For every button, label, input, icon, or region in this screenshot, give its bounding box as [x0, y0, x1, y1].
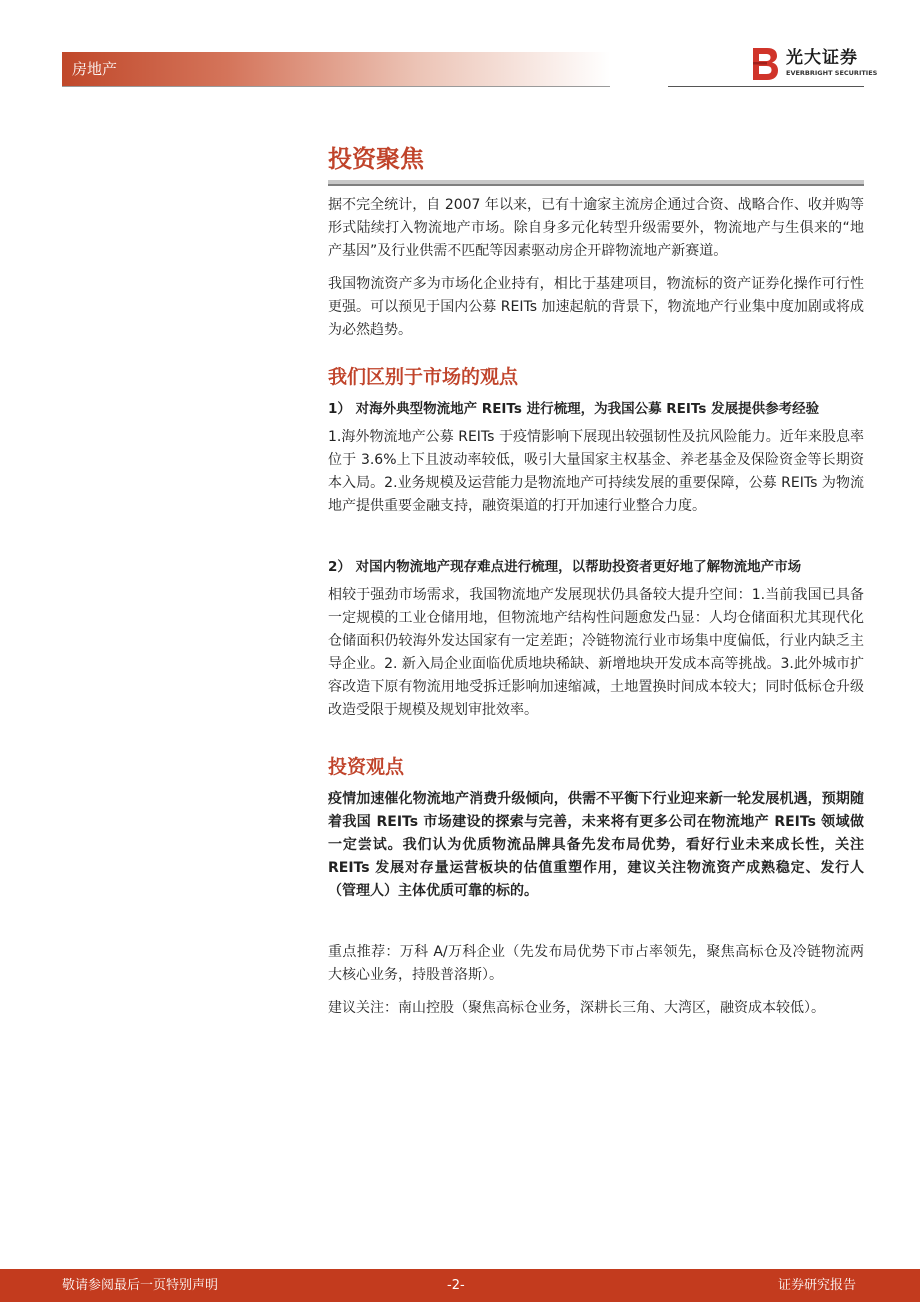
point1-body: 1.海外物流地产公募 REITs 于疫情影响下展现出较强韧性及抗风险能力。近年来股息率位于 3.6%上下且波动率较低，吸引大量国家主权基金、养老基金及保险资金等长期资本入局。2.业务规模及运营能力是物流地产可持续发展的重要保障，公募 REITs 为物流地产提供重要金融支持，融资渠道的打开加速行业整合力度。 [328, 429, 864, 514]
everbright-logo-icon [750, 46, 780, 82]
section-label: 房地产 [72, 60, 118, 78]
page-title: 投资聚焦 [328, 145, 424, 173]
point2-body: 相较于强劲市场需求，我国物流地产发展现状仍具备较大提升空间：1.当前我国已具备一定规模的工业仓储用地，但物流地产结构性问题愈发凸显：人均仓储面积尤其现代化仓储面积仍较海外发达国家有一定差距；冷链物流行业市场集中度偏低，行业内缺乏主导企业。2. 新入局企业面临优质地块稀缺、新增地块开发成本高等挑战。3.此外城市扩容改造下原有物流用地受拆迁影响加速缩减，土地置换时间成本较大；同时低标仓升级改造受限于规模及规划审批效率。 [328, 587, 864, 718]
section-heading-opinion: 投资观点 [328, 756, 405, 778]
intro-paragraph-1: 据不完全统计，自 2007 年以来，已有十逾家主流房企通过合资、战略合作、收并购等形式陆续打入物流地产市场。除自身多元化转型升级需要外，物流地产与生俱来的“地产基因”及行业供需不匹配等因素驱动房企开辟物流地产新赛道。 [328, 197, 864, 259]
title-divider [328, 180, 864, 186]
point1-heading: 1） 对海外典型物流地产 REITs 进行梳理，为我国公募 REITs 发展提供参考经验 [328, 401, 820, 417]
header-rule [62, 86, 610, 87]
intro-paragraph-2: 我国物流资产多为市场化企业持有，相比于基建项目，物流标的资产证券化操作可行性更强。可以预见于国内公募 REITs 加速起航的背景下，物流地产行业集中度加剧或将成为必然趋势。 [328, 276, 864, 338]
point2-heading: 2） 对国内物流地产现存难点进行梳理，以帮助投资者更好地了解物流地产市场 [328, 559, 802, 575]
header-rule-right [668, 86, 864, 87]
logo-text-en: EVERBRIGHT SECURITIES [786, 69, 878, 77]
opinion-body: 疫情加速催化物流地产消费升级倾向，供需不平衡下行业迎来新一轮发展机遇，预期随着我国 REITs 市场建设的探索与完善，未来将有更多公司在物流地产 REITs 领域做一定尝试。我们认为优质物流品牌具备先发布局优势，看好行业未来成长性，关注 REITs 发展对存量运营板块的估值重塑作用，建议关注物流资产成熟稳定、发行人（管理人）主体优质可靠的标的。 [328, 791, 864, 899]
logo-text-cn: 光大证券 [786, 48, 858, 68]
footer-report-type: 证券研究报告 [777, 1278, 856, 1293]
everbright-logo [750, 46, 878, 82]
footer-bar [0, 1269, 920, 1302]
recommend-paragraph: 重点推荐：万科 A/万科企业（先发布局优势下市占率领先，聚焦高标仓及冷链物流两大核心业务，持股普洛斯）。 [328, 944, 864, 983]
section-heading-views: 我们区别于市场的观点 [328, 366, 519, 388]
footer-disclaimer: 敬请参阅最后一页特别声明 [62, 1278, 219, 1293]
suggest-paragraph: 建议关注：南山控股（聚焦高标仓业务，深耕长三角、大湾区，融资成本较低）。 [328, 1000, 825, 1016]
header-band [62, 52, 610, 86]
page-number: -2- [447, 1278, 465, 1293]
main-content [328, 140, 864, 1030]
